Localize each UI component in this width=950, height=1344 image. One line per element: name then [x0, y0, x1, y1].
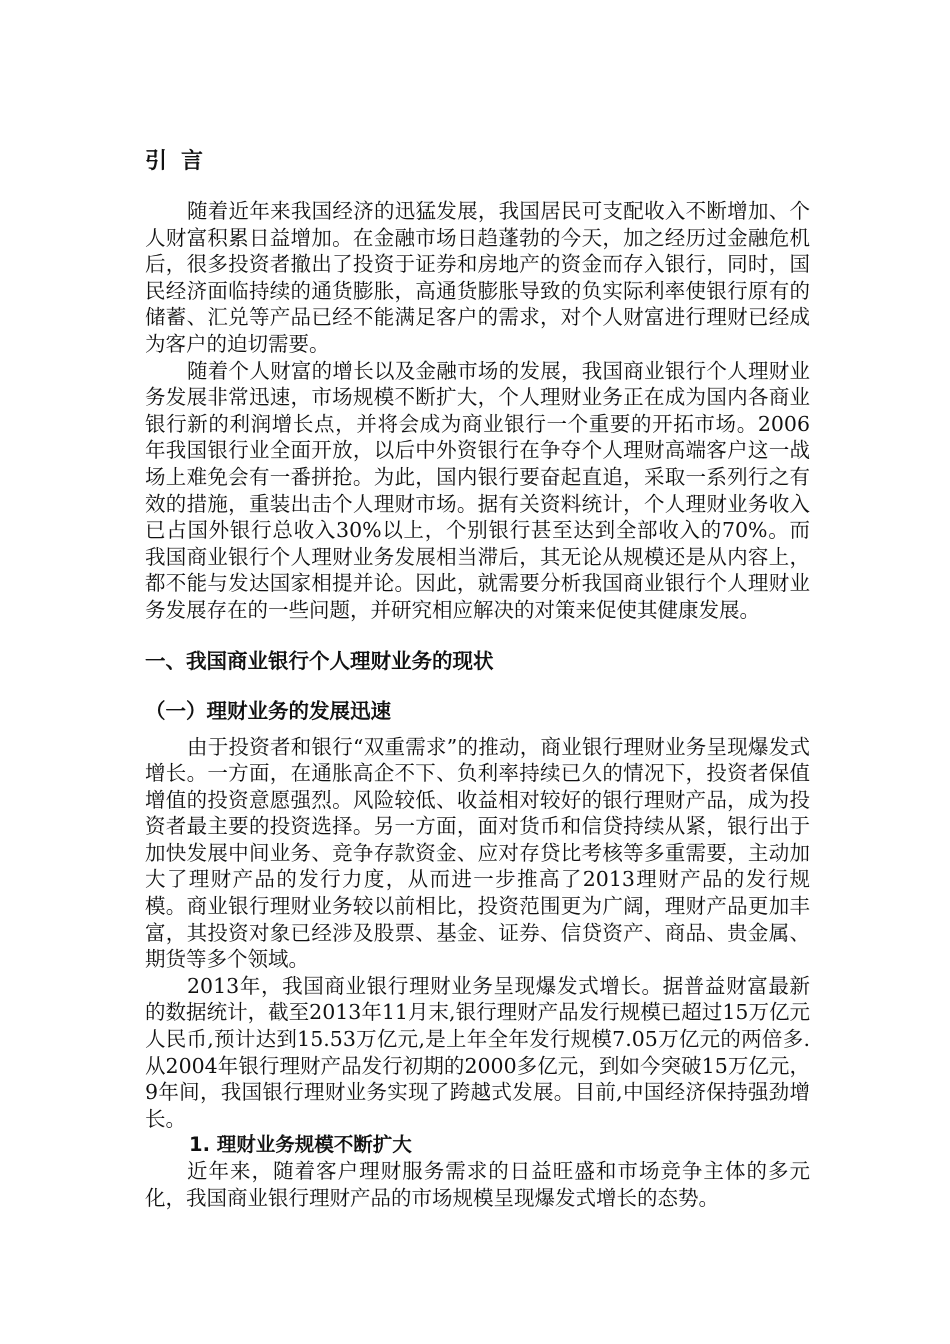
intro-paragraph-2: 随着个人财富的增长以及金融市场的发展，我国商业银行个人理财业务发展非常迅速，市场规模不断扩大，个人理财业务正在成为国内各商业银行新的利润增长点，并将会成为商业银行一个重要的开拓市场。2006年我国银行业全面开放，以后中外资银行在争夺个人理财高端客户这一战场上难免会有一番拼抢。为此，国内银行要奋起直追，采取一系列行之有效的措施，重装出击个人理财市场。据有关资料统计，个人理财业务收入已占国外银行总收入30%以上，个别银行甚至达到全部收入的70%。而我国商业银行个人理财业务发展相当滞后，其无论从规模还是从内容上，都不能与发达国家相提并论。因此，就需要分析我国商业银行个人理财业务发展存在的一些问题，并研究相应解决的对策来促使其健康发展。: [145, 358, 810, 622]
intro-paragraph-1: 随着近年来我国经济的迅猛发展，我国居民可支配收入不断增加、个人财富积累日益增加。在金融市场日趋蓬勃的今天，加之经历过金融危机后，很多投资者撤出了投资于证券和房地产的资金而存入银行，同时，国民经济面临持续的通货膨胀，高通货膨胀导致的负实际利率使银行原有的储蓄、汇兑等产品已经不能满足客户的需求，对个人财富进行理财已经成为客户的迫切需要。: [145, 199, 810, 356]
document-page: [145, 146, 810, 1212]
subsection-1-paragraph-1: 由于投资者和银行“双重需求”的推动，商业银行理财业务呈现爆发式增长。一方面，在通胀高企不下、负利率持续已久的情况下，投资者保值增值的投资意愿强烈。风险较低、收益相对较好的银行理财产品，成为投资者最主要的投资选择。另一方面，面对货币和信贷持续从紧，银行出于加快发展中间业务、竞争存款资金、应对存贷比考核等多重需要，主动加大了理财产品的发行力度，从而进一步推高了2013理财产品的发行规模。商业银行理财业务较以前相比，投资范围更为广阔，理财产品更加丰富，其投资对象已经涉及股票、基金、证券、信贷资产、商品、贵金属、期货等多个领域。: [145, 734, 810, 972]
intro-heading: 引言: [145, 149, 218, 174]
item-1-paragraph: 近年来，随着客户理财服务需求的日益旺盛和市场竞争主体的多元化，我国商业银行理财产品的市场规模呈现爆发式增长的态势。: [145, 1159, 810, 1210]
section-1-title: 一、我国商业银行个人理财业务的现状: [145, 648, 494, 673]
subsection-1-paragraph-2: 2013年，我国商业银行理财业务呈现爆发式增长。据普益财富最新的数据统计，截至2013年11月末,银行理财产品发行规模已超过15万亿元人民币,预计达到15.53万亿元,是上年全年发行规模7.05万亿元的两倍多.从2004年银行理财产品发行初期的2000多亿元，到如今突破15万亿元，9年间，我国银行理财业务实现了跨越式发展。目前,中国经济保持强劲增长。: [145, 973, 810, 1131]
item-1-title: 1. 理财业务规模不断扩大: [189, 1133, 412, 1157]
subsection-1-title: （一）理财业务的发展迅速: [145, 698, 391, 723]
